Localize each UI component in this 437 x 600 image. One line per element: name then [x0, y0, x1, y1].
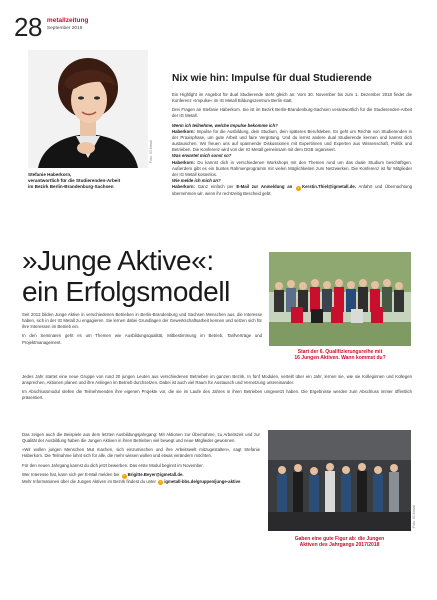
main-article-paragraph-2: In den Seminaren geht es um Themen wie Ausbildungsqualität, Mitbestimmung im Betrieb, Tarifverträge und Projektmanagement.: [22, 333, 262, 345]
group-photo-start: [269, 252, 411, 346]
portrait-illustration: [28, 50, 148, 168]
arrow-right-icon: ›: [160, 480, 162, 485]
main-article-paragraph-7: Für den neuen Jahrgang kannst du dich jetzt bewerben. Das erste Modul beginnt im November.: [22, 462, 204, 468]
portrait-caption-role-1: verantwortlich für die Studierenden-Arbeit: [28, 178, 121, 184]
main-article-body-lower: [22, 432, 260, 485]
main-title-line-1: »Junge Aktive«:: [22, 245, 214, 276]
top-article-intro: Ein Highlight im Angebot für dual Studierende steht gleich an: Vom 30. November bis zum 1. Dezember 2018 findet die Konferenz »Impulse« im IG Metall Bildungszentrum Berlin statt.: [172, 92, 412, 104]
interview-answer-2: Du kannst dich in verschiedenen Workshops mit den Themen rund um das duale Studium beschäftigen. Außerdem gibt es ein buntes Rahmenprogramm mit vielen Möglichkeiten zum Netzwerken. Die Konferenz ist für Mitglieder der IG Metall kostenlos.: [172, 159, 412, 177]
main-article-paragraph-5: Das zeigen auch die Beispiele aus dem letzten Ausbildungsjahrgang: Mit Aktionen zur Übernahme, zu Arbeitszeit und zur Qualität der Ausbildung haben die Jungen Aktiven in ihren Betrieben viel bewegt und neue Mitglieder gewonnen.: [22, 432, 260, 444]
main-article-paragraph-4: Im Abschlussmodul stellen die Teilnehmenden ihre eigenen Projekte vor, die sie im Laufe des Jahres in ihren Betrieben umgesetzt haben. Die Ergebnisse werden zum Abschluss immer öffentlich präsentiert.: [22, 389, 412, 401]
interview-speaker-label: Haberkorn:: [172, 184, 195, 190]
interview-answer-3-post: Anfahrt und Übernachtung übernehmen wir, wenn ihr rechtzeitig Bescheid gebt.: [172, 184, 413, 196]
portrait-caption: [28, 172, 168, 191]
interview-question-1: Wenn ich teilnehme, welche Impulse bekomme ich?: [172, 122, 278, 128]
interview-answer-1: Impulse für die Ausbildung, dein Studium, dein späteres Berufsleben. Es geht um Rechte von Studierenden in der Praxisphase, um gute Arbeit und faire Vergütung. Und du lernst andere dual Studierende kennen und kannst dich austauschen. Wir freuen uns auf spannende Diskussionen mit Expertinnen und Experten aus Wissenschaft, Politik und Betrieben. Die Konferenz wird von der IG Metall gemeinsam mit dem DGB organisiert.: [172, 128, 412, 153]
arrow-right-icon: ›: [123, 473, 125, 478]
group-photo-start-caption: [269, 349, 411, 362]
group-photo-cohort-caption: [268, 536, 411, 549]
main-title-line-2: ein Erfolgsmodell: [22, 276, 230, 307]
page-header: [14, 14, 88, 40]
top-article-paragraph: Drei Fragen an Stefanie Haberkorn. Sie ist im Bezirk Berlin-Brandenburg-Sachsen verantwortlich für die Studierenden-Arbeit der IG Metall.: [172, 107, 412, 119]
portrait-caption-role-2: im Bezirk Berlin-Brandenburg-Sachsen: [28, 184, 114, 190]
group-caption-1-line-1: Start der 6. Qualifizierungsreihe mit: [297, 349, 383, 355]
portrait-photo-credit: Foto: IG Metall: [149, 140, 153, 163]
interview-question-2: Was erwartet mich sonst so?: [172, 153, 232, 159]
page-number: 28: [14, 12, 42, 42]
main-article-body-upper: [22, 312, 262, 349]
main-article-paragraph-6: »Wir wollen jungen Menschen Mut machen, sich einzumischen und ihre Arbeitswelt mitzugestalten«, sagt Stefanie Haberkorn. Die Teilnahme lohnt sich für alle, die mehr wissen wollen und etwas verändern möchten.: [22, 447, 260, 459]
contact-email-link[interactable]: Brigitte.Beyer@igmetall.de.: [127, 471, 184, 477]
main-article-paragraph-3: Jedes Jahr startet eine neue Gruppe von rund 20 jungen Leuten aus verschiedenen Betrieben im ganzen Bezirk. In fünf Modulen, verteilt über ein Jahr, lernen sie, wie sie Kolleginnen und Kollegen ansprechen, Aktionen planen und ihre Anliegen im Betrieb durchsetzen. Dabei ist auch viel Raum für Austausch und Vernetzung untereinander.: [22, 374, 412, 386]
portrait-photo: [28, 50, 148, 168]
interview-answer-3-pre: Ganz einfach per: [197, 184, 234, 190]
main-article-body-wide: [22, 374, 412, 405]
interview-speaker-label: Haberkorn:: [172, 128, 195, 134]
info-text: Mehr Informationen über die Jungen Aktiven im Bezirk findest du unter: [22, 478, 156, 484]
group-photo-cohort: [268, 430, 411, 531]
top-article-body: [172, 92, 412, 197]
registration-email-link[interactable]: Kerstin.Thiel@igmetall.de.: [302, 184, 356, 190]
portrait-caption-name: Stefanie Haberkorn,: [28, 172, 72, 177]
top-article-title: Nix wie hin: Impulse für dual Studierende: [172, 73, 372, 84]
issue-date: September 2018: [46, 26, 83, 31]
cohort-photo-credit: Foto: IG Metall: [412, 505, 416, 528]
interview-speaker-label: Haberkorn:: [172, 159, 195, 165]
arrow-right-icon: ›: [297, 185, 300, 190]
group-caption-1-line-2: 16 Jungen Aktiven. Wann kommst du?: [294, 355, 386, 362]
interview-question-3: Wie melde ich mich an?: [172, 178, 221, 184]
magazine-name: metallzeitung: [46, 17, 89, 24]
group-caption-2-line-1: Gaben eine gute Figur ab: die Jungen: [294, 536, 385, 542]
group-caption-2-line-2: Aktiven des Jahrgangs 2017/2018: [299, 542, 380, 549]
info-url-link[interactable]: igmetall-bbs.de/gruppen/junge-aktive: [164, 478, 241, 484]
main-article-paragraph-1: Seit 2012 bilden Junge Aktive in verschiedenen Betrieben in Berlin-Brandenburg und Sachsen Menschen aus, die Interesse haben, sich in der IG Metall zu engagieren. Sie lernen dabei Grundlagen der Gewerkschaftsarbeit kennen und setzen sich für ihre Interessen im Betrieb ein.: [22, 312, 262, 330]
group-photo-illustration: [269, 252, 411, 346]
cohort-photo-illustration: [268, 430, 411, 531]
contact-text: Wer Interesse hat, kann sich per E-Mail melden bei: [22, 471, 120, 477]
magazine-masthead: [47, 17, 89, 32]
main-article-title: [22, 245, 230, 307]
registration-link-label: E-Mail zur Anmeldung an: [236, 184, 293, 190]
